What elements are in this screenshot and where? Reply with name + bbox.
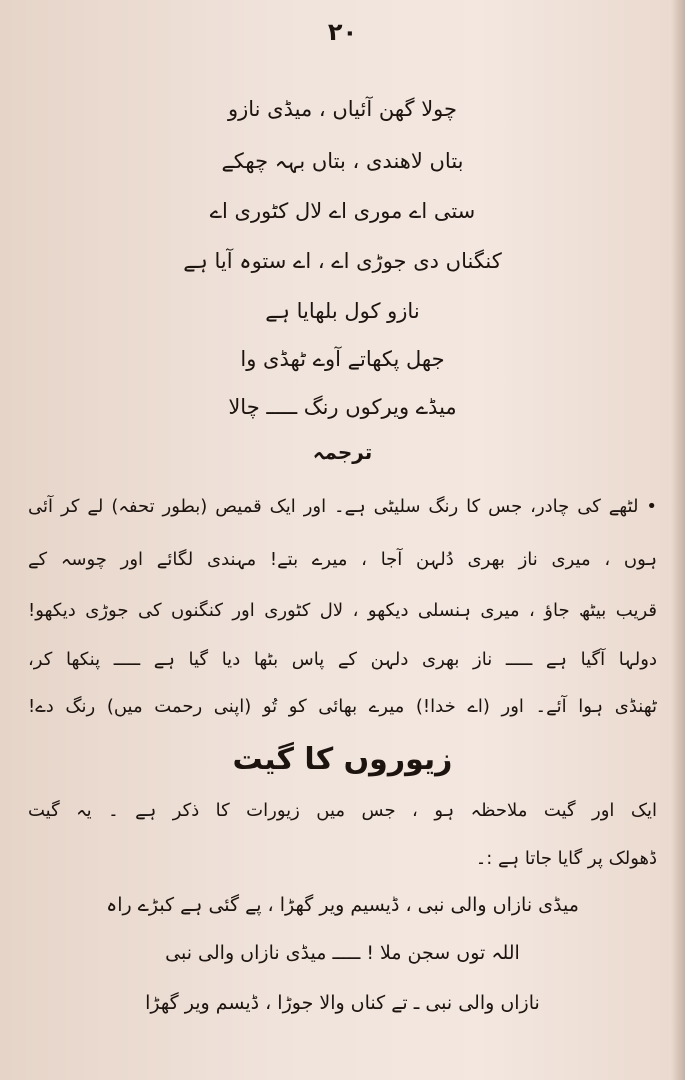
translation-line-2: ہوں ، میری ناز بھری دُلہن آجا ، میرے بتے! مہندی لگائے اور چوسہ کے [28, 549, 657, 570]
page-spine-shadow [671, 0, 685, 1080]
song-line-2: اللہ توں سجن ملا ! ـــــ میڈی نازاں والی نبی [165, 942, 520, 964]
translation-line-4: دولہا آگیا ہے ـــــ ناز بھری دلہن کے پاس بٹھا دیا گیا ہے ـــــ پنکھا کر، [28, 649, 657, 670]
verse-line-3: ستی اے موری اے لال کٹوری اے [209, 199, 476, 223]
verse-line-1: چولا گھن آئیاں ، میڈی نازو [227, 97, 458, 121]
song-line-1: میڈی نازاں والی نبی ، ڈیسیم ویر گھڑا ، پے گئی ہے کبڑے راہ [106, 894, 579, 916]
intro-line-2: ڈھولک پر گایا جاتا ہے :۔ [475, 848, 657, 869]
page-number: ۲۰ [327, 18, 358, 46]
verse-line-4: کنگناں دی جوڑی اے ، اے ستوہ آیا ہے [183, 249, 502, 273]
song-line-3: نازاں والی نبی ـ تے کناں والا جوڑا ، ڈیسم ویر گھڑا [145, 992, 540, 1014]
translation-line-3: قریب بیٹھ جاؤ ، میری ہنسلی دیکھو ، لال کٹوری اور کنگنوں کی جوڑی دیکھو! [28, 600, 657, 621]
section-title: زیوروں کا گیت [232, 742, 453, 777]
translation-line-1: • لٹھے کی چادر، جس کا رنگ سلیٹی ہے۔ اور ایک قمیص (بطور تحفہ) لے کر آئی [28, 496, 657, 517]
verse-line-6: جھل پکھاتے آوے ٹھڈی وا [240, 347, 445, 371]
verse-line-2: بتاں لاھندی ، بتاں بہہ چھکے [221, 149, 464, 173]
verse-line-7: میڈے ویرکوں رنگ ـــــ چالا [228, 395, 457, 419]
intro-line-1: ایک اور گیت ملاحظہ ہو ، جس میں زیورات کا ذکر ہے ۔ یہ گیت [28, 800, 657, 821]
translation-line-5: ٹھنڈی ہوا آئے۔ اور (اے خدا!) میرے بھائی کو تُو (اپنی رحمت میں) رنگ دے! [28, 696, 657, 717]
translation-heading: ترجمہ [312, 440, 373, 464]
verse-line-5: نازو کول بلھایا ہے [265, 299, 420, 323]
